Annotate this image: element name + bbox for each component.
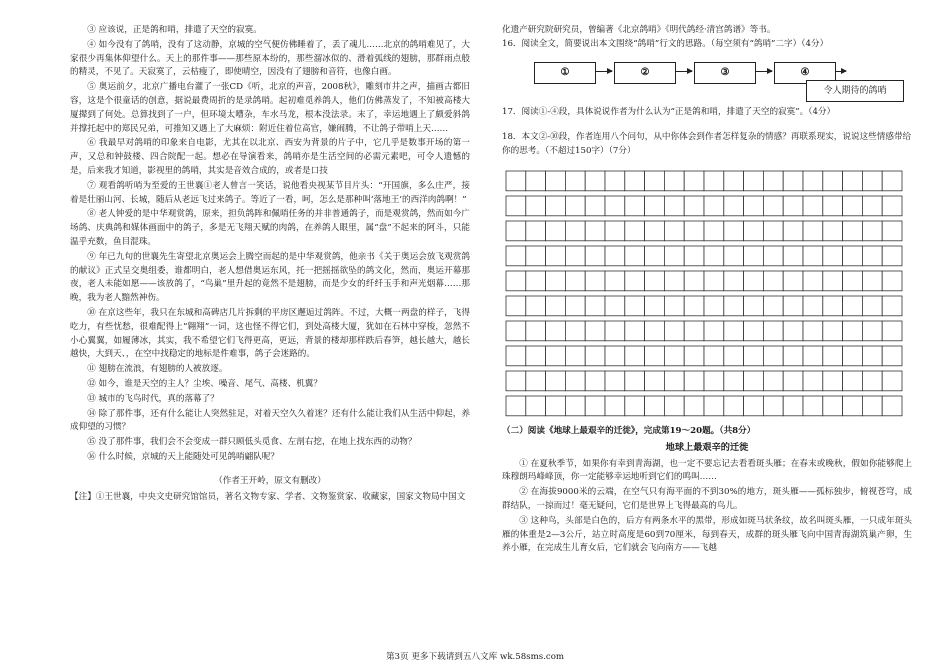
grid-cell[interactable] [565,221,585,241]
grid-cell[interactable] [862,296,882,316]
grid-cell[interactable] [882,171,902,191]
footnote: 【注】①王世襄，中央文史研究馆馆员，著名文物专家、学者、文物鉴赏家、收藏家，国家文物局中国文 [70,491,466,502]
grid-cell[interactable] [625,221,645,241]
grid-cell[interactable] [724,346,744,366]
grid-cell[interactable] [763,196,783,216]
grid-cell[interactable] [882,371,902,391]
flow-box-1[interactable]: ① [534,62,596,84]
grid-cell[interactable] [565,171,585,191]
grid-cell[interactable] [506,371,526,391]
left-column [70,24,470,504]
grid-cell[interactable] [823,371,843,391]
grid-cell[interactable] [625,296,645,316]
grid-cell[interactable] [585,296,605,316]
grid-cell[interactable] [645,221,665,241]
grid-cell[interactable] [803,371,823,391]
grid-cell[interactable] [744,171,764,191]
grid-cell[interactable] [783,271,803,291]
passage-paragraph: ⑮ 没了那件事，我们会不会变成一群只顾低头觅食、左剖右挖，在地上找东西的动物？ [87,437,417,448]
grid-cell[interactable] [605,396,625,416]
grid-cell[interactable] [704,396,724,416]
grid-cell[interactable] [843,396,863,416]
grid-cell[interactable] [724,396,744,416]
grid-cell[interactable] [526,221,546,241]
grid-cell[interactable] [684,171,704,191]
grid-cell[interactable] [506,346,526,366]
footnote-continued: 化遗产研究院研究员，曾编著《北京鸽哨》《明代鸽经·清宫鸽谱》等书。 [502,25,776,35]
grid-cell[interactable] [823,171,843,191]
grid-cell[interactable] [526,271,546,291]
grid-cell[interactable] [803,396,823,416]
grid-cell[interactable] [625,321,645,341]
flow-box-3[interactable]: ③ [694,62,756,84]
grid-cell[interactable] [823,321,843,341]
grid-cell[interactable] [704,271,724,291]
grid-cell[interactable] [625,396,645,416]
essay-paragraph: ③ 这种鸟，头部是白色的，后方有两条水平的黑带，形成如斑马状条纹，故名叫斑头雁，一只成年斑头雁的体重是2—3公斤，站立时高度是60到70厘米，每到春天，成群的斑头雁飞向中国青海湖筑巢产卵，生养小雁，在完成生儿育女后，它们就会飞向南方——飞越 [502,515,912,554]
grid-cell[interactable] [664,296,684,316]
passage-paragraph: ⑦ 观看鸽听哨为至爱的王世襄①老人曾言一笑话，说他看央视某节目片头：“开国旗，多么庄严，接着是壮丽山河、长城，随后从老远飞过来鸽子。等近了一看，呵，怎么是那种叫‘落地王’的西洋肉鸽啊！” [70,180,470,205]
passage-paragraph: ⑯ 什么时候，京城的天上能随处可见鸽哨翩队呢？ [87,451,279,462]
grid-cell[interactable] [526,196,546,216]
grid-cell[interactable] [803,196,823,216]
grid-cell[interactable] [744,221,764,241]
grid-cell[interactable] [744,371,764,391]
grid-cell[interactable] [843,371,863,391]
grid-cell[interactable] [565,296,585,316]
grid-cell[interactable] [526,296,546,316]
grid-cell[interactable] [664,246,684,266]
grid-cell[interactable] [862,196,882,216]
grid-cell[interactable] [546,271,566,291]
passage-paragraph: ③ 应该说，正是鸽和哨，排遣了天空的寂寞。 [87,25,262,35]
grid-cell[interactable] [724,271,744,291]
grid-cell[interactable] [763,346,783,366]
grid-cell[interactable] [783,371,803,391]
grid-cell[interactable] [664,221,684,241]
grid-cell[interactable] [664,396,684,416]
grid-cell[interactable] [585,171,605,191]
grid-cell[interactable] [664,346,684,366]
grid-cell[interactable] [585,196,605,216]
grid-cell[interactable] [744,346,764,366]
grid-cell[interactable] [506,221,526,241]
grid-cell[interactable] [823,271,843,291]
grid-cell[interactable] [862,396,882,416]
grid-cell[interactable] [625,371,645,391]
flow-arrow [596,71,612,72]
grid-cell[interactable] [882,246,902,266]
writing-grid[interactable] [502,169,910,417]
grid-cell[interactable] [605,346,625,366]
grid-cell[interactable] [744,396,764,416]
grid-cell[interactable] [724,296,744,316]
grid-cell[interactable] [526,371,546,391]
grid-cell[interactable] [783,246,803,266]
grid-cell[interactable] [704,346,724,366]
grid-cell[interactable] [763,271,783,291]
passage-paragraph: ⑤ 奥运前夕，北京广播电台灌了一张CD《听，北京的声音，2008秋》，雕刻市井之声，描画古都旧容，这是个很童话的创意，据说最费周折的是录鸽哨。起初难觅养鸽人，他们仿佛蒸发了，不知被高楼大厦撵到了何处。总算找到了一户，但环境太嘈杂，车水马龙，根本没法录。末了，幸运地遇上了颇爱斜鸽并撑托起中的郑民兄弟，可推知又遇上了大麻烦：附近住着位高官，嫌闹腾，不让鸽子带哨上天…… [70,82,470,134]
grid-cell[interactable] [645,171,665,191]
grid-cell[interactable] [862,271,882,291]
grid-cell[interactable] [684,346,704,366]
grid-cell[interactable] [843,246,863,266]
grid-cell[interactable] [843,196,863,216]
grid-cell[interactable] [546,221,566,241]
passage-paragraph: ⑨ 年已九旬的世襄先生寄望北京奥运会上腾空而起的是中华观赏鸽，他亲书《关于奥运会放飞观赏鸽的献议》正式呈交奥组委，谁都明白，老人想借奥运东风，托一把摇摇欲坠的鸽文化，然而，奥运开幕那夜，老人未能如愿——该放鸽了，“鸟巢”里升起的竟然不是翅膀，而是少女的纤纤玉手和声光烟幕……那晚，我为老人黯然神伤。 [70,251,470,304]
grid-cell[interactable] [744,271,764,291]
essay-title: 地球上最艰辛的迁徙 [665,441,749,453]
grid-cell[interactable] [803,346,823,366]
grid-cell[interactable] [763,246,783,266]
grid-cell[interactable] [645,396,665,416]
grid-cell[interactable] [645,196,665,216]
grid-cell[interactable] [783,396,803,416]
grid-cell[interactable] [704,171,724,191]
grid-cell[interactable] [506,196,526,216]
grid-cell[interactable] [645,346,665,366]
flow-arrow [756,71,772,72]
question-16: 16．阅读全文，简要说出本文围绕“鸽哨”行文的思路。（每空须有“鸽哨”二字）（4分） [502,38,829,49]
grid-cell[interactable] [724,171,744,191]
writing-grid-svg[interactable] [502,169,910,417]
grid-cell[interactable] [843,271,863,291]
grid-cell[interactable] [744,246,764,266]
grid-cell[interactable] [605,296,625,316]
grid-cell[interactable] [803,296,823,316]
grid-cell[interactable] [605,271,625,291]
grid-cell[interactable] [546,246,566,266]
question-17: 17．阅读①-④段，具体说说作者为什么认为“正是鸽和哨，排遣了天空的寂寞”。（4分） [502,106,836,117]
grid-cell[interactable] [546,296,566,316]
grid-cell[interactable] [803,321,823,341]
grid-cell[interactable] [605,196,625,216]
grid-cell[interactable] [882,396,902,416]
grid-cell[interactable] [506,296,526,316]
passage-paragraph: ⑭ 除了那件事，还有什么能让人突然驻足，对着天空久久着迷？还有什么能让我们从生活中仰起，养成仰望的习惯？ [70,408,470,433]
grid-cell[interactable] [565,321,585,341]
grid-cell[interactable] [724,246,744,266]
grid-cell[interactable] [823,221,843,241]
passage-paragraph: ⑫ 如今，谁是天空的主人？尘埃、噪音、尾气、高楼、机翼？ [87,378,322,389]
grid-cell[interactable] [803,271,823,291]
grid-cell[interactable] [862,346,882,366]
essay-passage [502,458,912,557]
grid-cell[interactable] [664,371,684,391]
grid-cell[interactable] [565,196,585,216]
grid-cell[interactable] [526,246,546,266]
flow-box-2[interactable]: ② [614,62,676,84]
grid-cell[interactable] [625,346,645,366]
grid-cell[interactable] [526,396,546,416]
grid-cell[interactable] [585,271,605,291]
grid-cell[interactable] [605,371,625,391]
grid-cell[interactable] [684,246,704,266]
grid-cell[interactable] [506,396,526,416]
flow-box-final: 令人期待的鸽哨 [806,80,904,102]
grid-cell[interactable] [645,321,665,341]
grid-cell[interactable] [763,171,783,191]
grid-cell[interactable] [506,321,526,341]
flow-arrow [676,71,692,72]
passage-paragraph: ⑬ 城市的飞鸟时代，真的落幕了？ [87,393,219,404]
grid-cell[interactable] [546,346,566,366]
grid-cell[interactable] [565,396,585,416]
grid-cell[interactable] [724,321,744,341]
grid-cell[interactable] [684,321,704,341]
grid-cell[interactable] [625,196,645,216]
grid-cell[interactable] [763,321,783,341]
grid-cell[interactable] [645,371,665,391]
reading-passage [70,24,470,465]
grid-cell[interactable] [783,296,803,316]
grid-cell[interactable] [664,271,684,291]
grid-cell[interactable] [783,321,803,341]
passage-paragraph: ⑧ 老人钟爱的是中华观赏鸽，原来，担负鸽阵和佩哨任务的并非普通鸽子，而是观赏鸽，然而如今广场鸽、庆典鸽和媒体画面中的鸽子，多是无飞翔天赋的肉鸽，在养鸽人眼里，属“盘”不起来的阿斗，只能温乎充数，鱼目混珠。 [70,209,470,247]
grid-cell[interactable] [506,171,526,191]
grid-cell[interactable] [744,196,764,216]
grid-cell[interactable] [704,321,724,341]
essay-paragraph: ② 在海拔9000米的云端，在空气只有海平面的不到30%的地方，斑头雁——孤标独步，俯视苍穹，成群结队，一掠而过！毫无疑问，它们是世界上飞得最高的鸟儿。 [502,487,912,511]
grid-cell[interactable] [783,221,803,241]
grid-cell[interactable] [605,321,625,341]
grid-cell[interactable] [862,246,882,266]
grid-cell[interactable] [585,221,605,241]
grid-cell[interactable] [684,221,704,241]
grid-cell[interactable] [704,371,724,391]
grid-cell[interactable] [625,171,645,191]
grid-cell[interactable] [526,321,546,341]
grid-cell[interactable] [823,196,843,216]
flow-box-4[interactable]: ④ [774,62,836,84]
grid-cell[interactable] [565,346,585,366]
grid-cell[interactable] [783,346,803,366]
grid-cell[interactable] [862,371,882,391]
grid-cell[interactable] [803,221,823,241]
grid-cell[interactable] [546,371,566,391]
grid-cell[interactable] [724,221,744,241]
grid-cell[interactable] [763,296,783,316]
grid-cell[interactable] [862,221,882,241]
grid-cell[interactable] [506,246,526,266]
grid-cell[interactable] [882,271,902,291]
page-footer: 第3页 更多下载请到五八文库 wk.58sms.com [385,652,565,662]
grid-cell[interactable] [704,296,724,316]
grid-cell[interactable] [823,296,843,316]
flowchart [502,58,912,98]
grid-cell[interactable] [625,246,645,266]
grid-cell[interactable] [862,321,882,341]
grid-cell[interactable] [763,396,783,416]
grid-cell[interactable] [585,246,605,266]
grid-cell[interactable] [882,196,902,216]
grid-cell[interactable] [684,371,704,391]
grid-cell[interactable] [763,221,783,241]
grid-cell[interactable] [565,371,585,391]
grid-cell[interactable] [823,346,843,366]
grid-cell[interactable] [843,346,863,366]
passage-paragraph: ⑪ 翅膀在流浪，有翅膀的人被放逐。 [87,364,228,375]
grid-cell[interactable] [704,196,724,216]
grid-cell[interactable] [664,171,684,191]
grid-cell[interactable] [843,321,863,341]
grid-cell[interactable] [664,321,684,341]
grid-cell[interactable] [882,296,902,316]
grid-cell[interactable] [763,371,783,391]
passage-paragraph: ⑩ 在京这些年，我只在东城和高碑店几片拆剩的平房区邂逅过鸽阵。不过，大概一两盘的样子，飞得吃力，有些忧愁，很难配得上“翱翔”一词，这也怪不得它们，到处高楼大厦，犹如在石林中穿梭，忽然不小心翼翼，如履薄冰，其实，我不希望它们飞得更高，更远，背景的楼却那样跌后春笋，越长越大，越长越快，大到天、，在空中找稳定的地标是件难事，鸽子会迷路的。 [70,307,470,360]
grid-cell[interactable] [605,171,625,191]
grid-cell[interactable] [783,196,803,216]
grid-cell[interactable] [585,396,605,416]
grid-cell[interactable] [506,271,526,291]
grid-cell[interactable] [684,271,704,291]
essay-paragraph: ① 在夏秋季节，如果你有幸到青海湖，也一定不要忘记去看看斑头雁；在春末或晚秋，假如你能够爬上珠穆朗玛峰峰顶，你一定能够幸运地听到它们的鸣叫…… [502,458,912,483]
grid-cell[interactable] [605,221,625,241]
passage-paragraph: ⑥ 我最早对鸽哨的印象来自电影，尤其在以北京、西安为背景的片子中，它几乎是数事开场的第一声，又总和钟鼓楼、四合院配一起。想必在导演看来，鸽哨亦是生活空间的必需元素吧，可令人遗憾的是，后来我才知道，影视里的鸽哨，其实是音效合成的，或者是口技 [70,138,470,176]
grid-cell[interactable] [882,346,902,366]
grid-cell[interactable] [704,246,724,266]
grid-cell[interactable] [704,221,724,241]
question-18: 18．本文②-⑩段，作者连用八个问句，从中你体会到作者怎样复杂的情感？再联系现实，说说这些情感带给你的思考。（不超过150字）（7分） [502,132,912,157]
grid-cell[interactable] [565,246,585,266]
grid-cell[interactable] [585,346,605,366]
grid-cell[interactable] [645,271,665,291]
grid-cell[interactable] [684,196,704,216]
grid-cell[interactable] [585,321,605,341]
grid-cell[interactable] [546,171,566,191]
grid-cell[interactable] [744,296,764,316]
grid-cell[interactable] [526,171,546,191]
grid-cell[interactable] [843,296,863,316]
passage-paragraph: ④ 如今没有了鸽哨，没有了这动静，京城的空气便仿佛睡着了，丢了魂儿……北京的鸽哨难见了，大家很少再集体仰望什么。天上的那件事——那些原本纷的，那些溜冰似的、滑着弧线的翅膀，那群雨点般的精灵，不见了。天寂寞了，云枯瘦了，即使晴空，因没有了翅膀和音符，也像白画。 [70,39,470,78]
grid-cell[interactable] [684,296,704,316]
grid-cell[interactable] [585,371,605,391]
grid-cell[interactable] [724,371,744,391]
grid-cell[interactable] [843,221,863,241]
flow-arrow [836,71,846,72]
section-2-heading: （二）阅读《地球上最艰辛的迁徙》，完成第19～20题。（共8分） [502,425,756,436]
grid-cell[interactable] [823,396,843,416]
right-column [502,24,912,557]
grid-cell[interactable] [645,296,665,316]
grid-cell[interactable] [862,171,882,191]
grid-cell[interactable] [803,246,823,266]
grid-cell[interactable] [546,321,566,341]
grid-cell[interactable] [882,221,902,241]
grid-cell[interactable] [565,271,585,291]
grid-cell[interactable] [605,246,625,266]
grid-cell[interactable] [526,346,546,366]
grid-cell[interactable] [744,321,764,341]
grid-cell[interactable] [783,171,803,191]
grid-cell[interactable] [823,246,843,266]
grid-cell[interactable] [546,396,566,416]
grid-cell[interactable] [684,396,704,416]
grid-cell[interactable] [645,246,665,266]
grid-cell[interactable] [882,321,902,341]
grid-cell[interactable] [546,196,566,216]
grid-cell[interactable] [664,196,684,216]
grid-cell[interactable] [625,271,645,291]
grid-cell[interactable] [803,171,823,191]
author-line: （作者王开岭，原文有删改） [214,475,326,486]
grid-cell[interactable] [843,171,863,191]
grid-cell[interactable] [724,196,744,216]
